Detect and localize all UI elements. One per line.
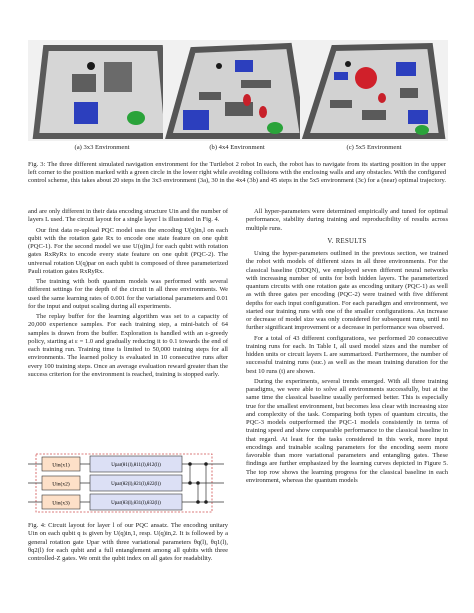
environment-5x5-image [300,40,448,141]
paragraph: For a total of 43 different configurations, we performed 20 consecutive training runs for each. In Table I, all used model sizes and the number of hidden units or circuit layers L are summarized. Furthermore, the number of successful training runs (suc.) as well as the mean training duration for the best 10 runs (t) are shown. [246,334,448,375]
upar-gate-label: Upar(θ1(l),θ11(l),θ12(l)) [111,463,161,468]
upar-gate-label: Upar(θ3(l),θ31(l),θ32(l)) [111,501,161,506]
uin-gate-label: Uin(x3) [52,500,70,507]
paragraph: The replay buffer for the learning algorithm was set to a capacity of 20,000 experience samples. For each training step, a mini-batch of 64 samples is drawn from the buffer. Exploration is handled with an ε-greedy policy, starting at ε = 1.0 and gradually reducing it to 0.1 towards the end of each training run. Training time is limited to 50,000 training steps for all environments. The learned policy is evaluated in 10 consecutive runs after every 100 training steps. Once an average evaluation reward greater than the success criterion for the environment is reached, training is stopped early. [28,313,228,378]
subcaption-5x5: (c) 5x5 Environment [346,144,402,151]
paragraph: The training with both quantum models was performed with several different settings for the depth of the circuit in all three environments. We used the same learning rates of 0.001 for the variational parameters and 0.01 for the input and output scaling during all experiments. [28,278,228,310]
paragraph: During the experiments, several trends emerged. With all three training paradigms, we were able to solve all environments successfully, but at the same time the classical baseline usually performed better. This is especially true for the smallest environment, but becomes less clear with increasing size and complexity of the task. Comparing both types of quantum circuits, the PQC-3 models outperformed the PQC-1 models consistently in terms of training speed and show comparable performance to the classical baseline in that regard. At least for the tasks considered in this work, more input encodings and trainable scaling parameters for the encoding seem more favorable than more variational parameters and entangling gates. These findings are further emphasized by the learning curves depicted in Figure 5. The top row shows the learning progress for the classical baseline in each environment, whereas the quantum models [246,377,448,484]
environment-3x3-image [28,40,176,141]
right-column [246,208,448,487]
paragraph: All hyper-parameters were determined empirically and tuned for optimal performance, stability during training and reproducibility of results across multiple runs. [246,208,448,232]
circuit-diagram [28,452,228,516]
upar-gate-label: Upar(θ2(l),θ21(l),θ22(l)) [111,482,161,487]
paragraph: Our first data re-upload PQC model uses the encoding U(q)in,l on each qubit with the rotation gate Rx to encode one state feature on one qubit (PQC-1). For the second model we use U(q)in,l for each qubit with rotation gates RxRyRx to encode every state feature on one qubit (PQC-2). The universal rotation U(q)par on each qubit is composed of three parameterized Pauli rotation gates RxRyRx. [28,226,228,275]
uin-gate-label: Uin(x2) [52,481,70,488]
subcaption-3x3: (a) 3x3 Environment [74,144,130,151]
figure-4-caption: Fig. 4: Circuit layout for layer l of our PQC ansatz. The encoding unitary Uin on each qubit q is given by U(q)in,1, resp. U(q)in,2. It is followed by a general rotation gate Upar with three variational parameters θq(l), θq1(l), θq2(l) for each qubit and a full entanglement among all qubits with three controlled-Z gates. We omit the qubit index on all gates for readability. [28,522,228,562]
left-column [28,208,228,381]
uin-gate-label: Uin(x1) [52,462,70,469]
paragraph: Using the hyper-parameters outlined in the previous section, we trained the robot with models of different sizes in all three environments. For the classical baseline (DDQN), we employed seven different neural networks with increasing number of units for both hidden layers. The parameterized quantum circuits with one rotation gate as encoding unitary (PQC-1) as well as with three gates per encoding (PQC-2) were trained with five different depths for each input configuration. For each paradigm and environment, we started our training runs with one of the smaller configurations. An increase or decrease of model size was only considered for subsequent runs, until no further significant improvement or a decrease in performance was observed. [246,250,448,332]
environment-4x4-image [163,40,311,141]
paragraph: and are only different in their data encoding structure Uin and the number of layers L used. The circuit layout for a single layer l is illustrated in Fig. 4. [28,208,228,224]
subcaption-4x4: (b) 4x4 Environment [209,144,265,151]
figure-3-caption: Fig. 3: The three different simulated navigation environment for the Turtlebot 2 robot In each, the robot has to navigate from its starting position in the upper left corner to the position marked with a green circle in the lower right while avoiding collisions with the enclosing walls and any obstacles. With the configured control scheme, this takes about 20 steps in the 3x3 environment (3a), 30 in the 4x4 (3b) and 45 steps in the 5x5 environment (3c) for a (near) optimal trajectory. [28,161,446,185]
section-title: V. RESULTS [327,237,367,245]
